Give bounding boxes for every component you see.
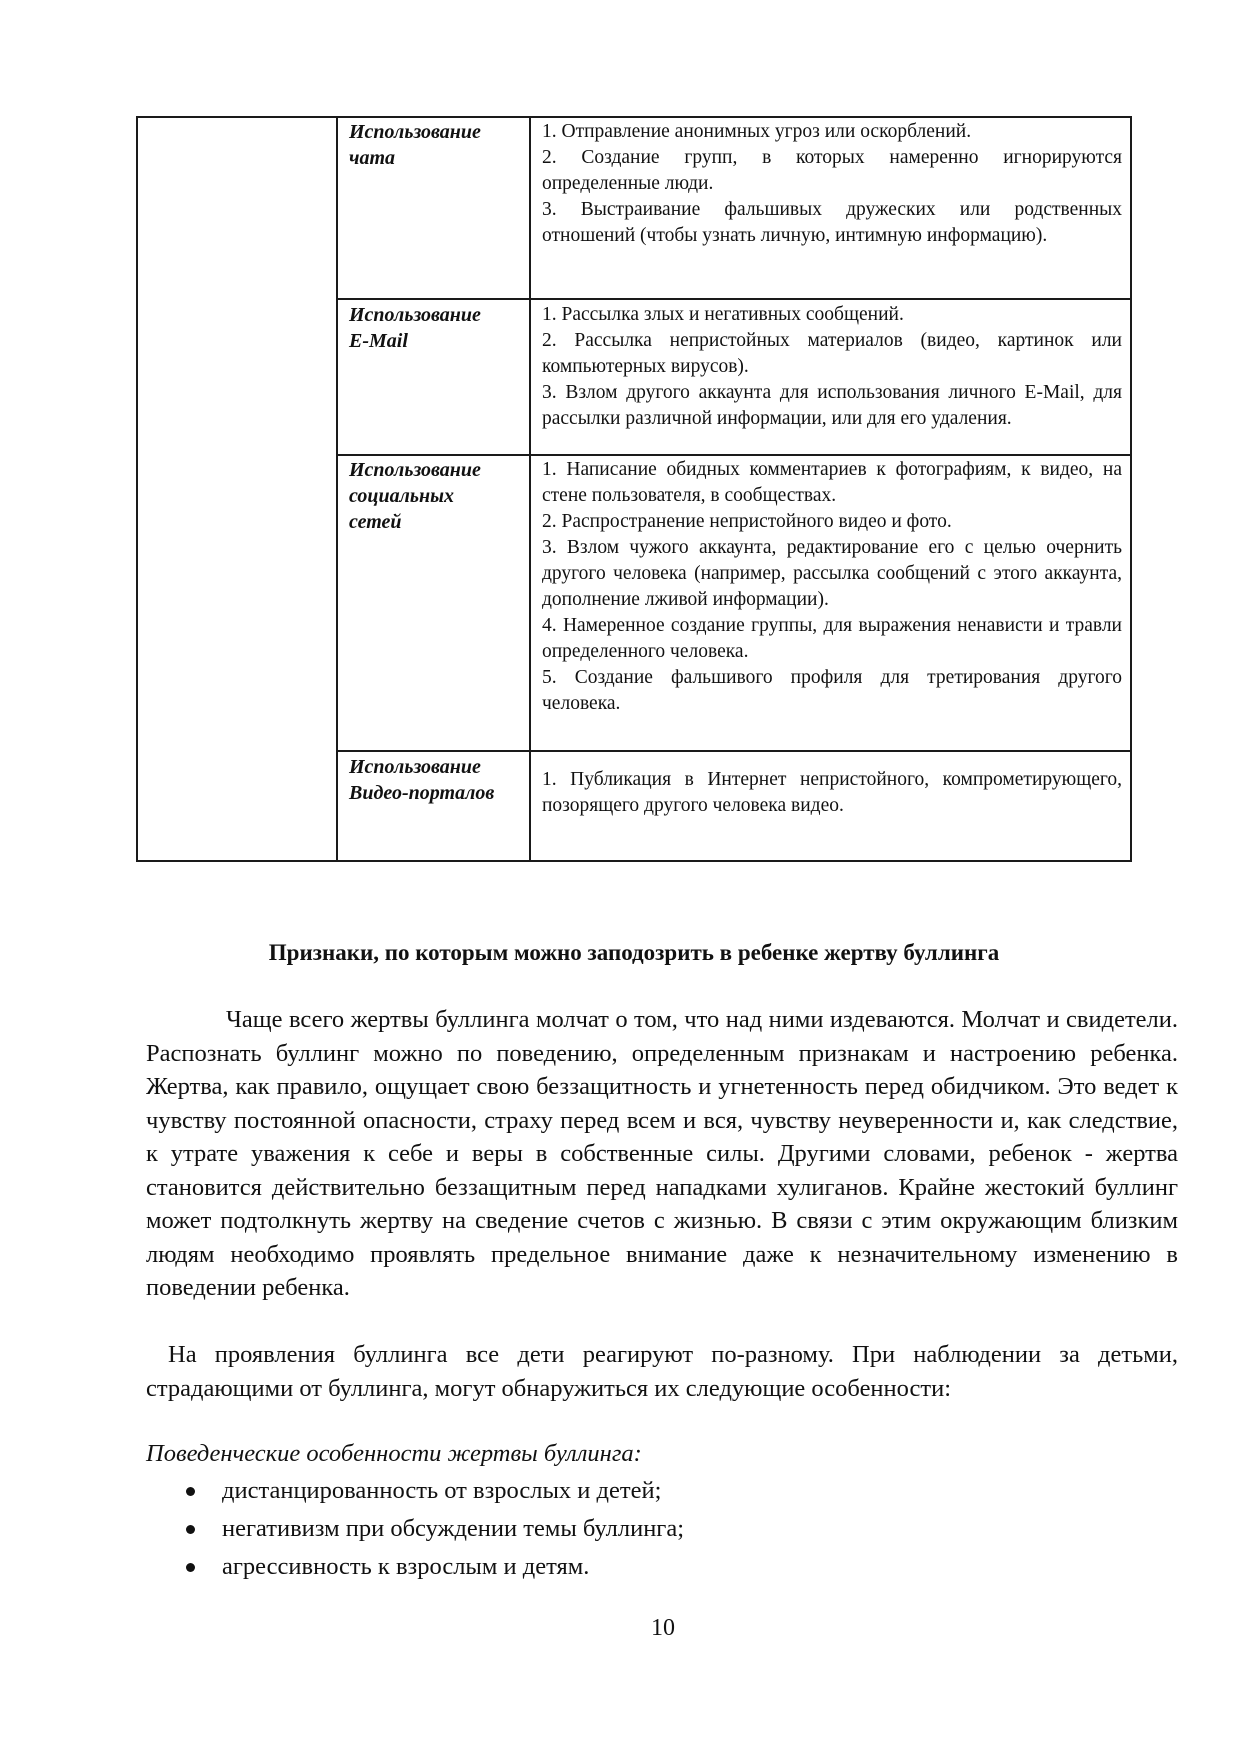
table-row-divider	[336, 750, 1132, 752]
category-line: Использование	[349, 756, 481, 778]
bullet-icon	[186, 1487, 195, 1496]
description-item: 3. Выстраивание фальшивых дружеских или родственных отношений (чтобы узнать личную, интимную информацию).	[542, 199, 1122, 246]
table-row-category	[349, 119, 529, 171]
table-row-description	[542, 302, 1122, 432]
bullet-icon	[186, 1525, 195, 1534]
table-row-divider	[336, 298, 1132, 300]
description-item: 3. Взлом другого аккаунта для использования личного E-Mail, для рассылки различной информации, или для его удаления.	[542, 382, 1122, 429]
category-line: Видео-порталов	[349, 782, 495, 804]
cyberbullying-table	[136, 116, 1132, 862]
list-subheading: Поведенческие особенности жертвы буллинга:	[146, 1440, 642, 1467]
table-bottom-border	[136, 860, 1132, 862]
bullet-icon	[186, 1563, 195, 1572]
category-line: Использование	[349, 121, 481, 143]
description-item: 3. Взлом чужого аккаунта, редактирование его с целью очернить другого человека (например, рассылка сообщений с этого аккаунта, дополнение лживой информации).	[542, 537, 1122, 610]
table-row-category	[349, 457, 529, 535]
description-item: 1. Отправление анонимных угроз или оскорблений.	[542, 121, 972, 142]
description-item: 4. Намеренное создание группы, для выражения ненависти и травли определенного человека.	[542, 615, 1122, 662]
list-item	[146, 1510, 684, 1548]
table-row-description	[542, 767, 1122, 819]
table-row-description	[542, 457, 1122, 717]
description-item: 2. Распространение непристойного видео и фото.	[542, 511, 952, 532]
section-heading: Признаки, по которым можно заподозрить в ребенке жертву буллинга	[268, 940, 1000, 965]
table-row-category	[349, 754, 529, 806]
category-line: Использование	[349, 304, 481, 326]
table-top-border	[136, 116, 1132, 118]
description-item: 1. Рассылка злых и негативных сообщений.	[542, 304, 904, 325]
category-line: Использование	[349, 459, 481, 481]
table-row-description	[542, 119, 1122, 249]
category-line: социальных	[349, 485, 455, 507]
category-line: чата	[349, 147, 396, 169]
description-item: 1. Публикация в Интернет непристойного, компрометирующего, позорящего другого человека видео.	[542, 769, 1122, 816]
category-line: E-Mail	[349, 330, 408, 352]
body-paragraph: Чаще всего жертвы буллинга молчат о том, что над ними издеваются. Молчат и свидетели. Распознать буллинг можно по поведению, определенным признакам и настроению ребенка. Жертва, как правило, ощущает свою беззащитность и угнетенность перед обидчиком. Это ведет к чувству постоянной опасности, страху перед всем и вся, чувству неуверенности и, как следствие, к утрате уважения к себе и веры в собственные силы. Другими словами, ребенок - жертва становится действительно беззащитным перед нападками хулиганов. Крайне жестокий буллинг может подтолкнуть жертву на сведение счетов с жизнью. В связи с этим окружающим близким людям необходимо проявлять предельное внимание даже к незначительному изменению в поведении ребенка.	[146, 1006, 1178, 1301]
table-left-border	[136, 116, 138, 862]
behavior-list	[146, 1472, 684, 1586]
table-row-category	[349, 302, 529, 354]
list-item-text: дистанцированность от взрослых и детей;	[222, 1477, 662, 1504]
list-item-text: негативизм при обсуждении темы буллинга;	[222, 1515, 685, 1542]
description-item: 2. Рассылка непристойных материалов (видео, картинок или компьютерных вирусов).	[542, 330, 1122, 377]
page-number: 10	[651, 1615, 675, 1641]
list-item	[146, 1472, 684, 1510]
table-row-divider	[336, 454, 1132, 456]
list-item-text: агрессивность к взрослым и детям.	[222, 1553, 590, 1580]
list-item	[146, 1548, 684, 1586]
description-item: 1. Написание обидных комментариев к фотографиям, к видео, на стене пользователя, в сообществах.	[542, 459, 1122, 506]
description-item: 5. Создание фальшивого профиля для третирования другого человека.	[542, 667, 1122, 714]
category-line: сетей	[349, 511, 402, 533]
body-paragraph: На проявления буллинга все дети реагируют по-разному. При наблюдении за детьми, страдающими от буллинга, могут обнаружиться их следующие особенности:	[146, 1341, 1178, 1402]
description-item: 2. Создание групп, в которых намеренно игнорируются определенные люди.	[542, 147, 1122, 194]
